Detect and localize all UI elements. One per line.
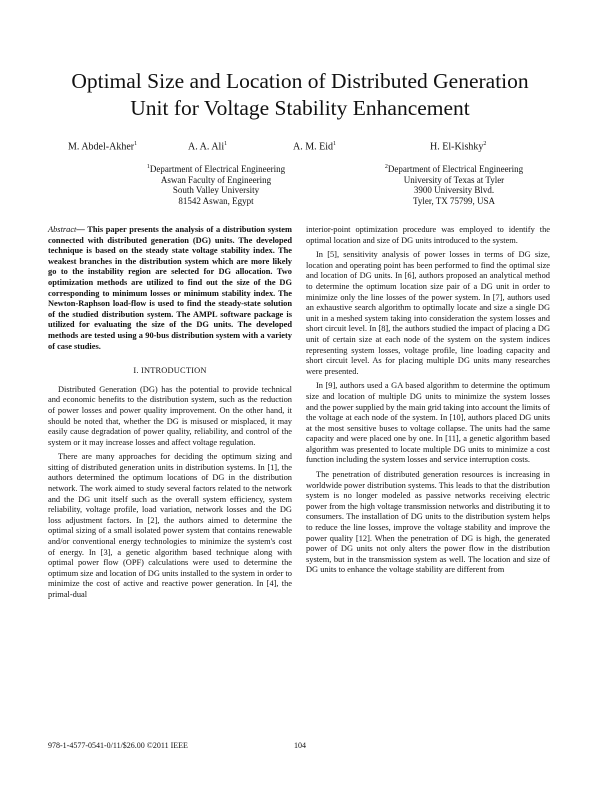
affiliation-mark: 2 (384, 164, 388, 170)
right-column (306, 225, 550, 580)
author-mark: 1 (333, 141, 336, 147)
title-line-1: Optimal Size and Location of Distributed Generation (71, 69, 529, 93)
left-column (48, 225, 292, 605)
body-paragraph: In [5], sensitivity analysis of power losses in terms of DG size, location and operating point has been performed to find the optimal size and location of DG units. In [6], authors proposed an analytical method to determine the optimum location size pair of a DG unit in order to minimize only the line losses of the power system. In [7], authors used an exhaustive search algorithm to optimally locate and size a single DG unit in a meshed system taking into consideration the system losses and short circuit level. In [8], the authors studied the impact of placing a DG unit of certain size at each node of the system on the system indices representing system losses, voltage profile, line loading capacity and short circuit level. As for placing multiple DG units many researches were presented. (306, 250, 550, 376)
body-paragraph: The penetration of distributed generation resources is increasing in worldwide power distribution systems. This leads to that the distribution system is no longer modeled as passive networks receiving electric power from the high voltage transmission networks and distributing it to consumers. The installation of DG units to the distribution system helps to reduce the line losses, improve the voltage stability and improve the power quality [12]. When the penetration of DG is high, the generated power of DG units not only alters the power flow in the distribution system, but in the transmission system as well. The location and size of DG units to enhance the voltage stability are different from (306, 470, 550, 575)
body-paragraph: There are many approaches for deciding the optimum sizing and sitting of distributed generation units in distribution systems. In [1], the authors determined the optimum locations of DG in the distribution network. The work aimed to study several factors related to the network and the DG unit itself such as the overall system efficiency, system reliability, voltage profile, load variation, network losses and the DG loss adjustment factors. In [2], the authors aimed to determine the optimal sizing of a small isolated power system that contains renewable and/or conventional energy technologies to minimize the system's cost of energy. In [3], a genetic algorithm based technique along with optimal power flow (OPF) calculations were used to determine the optimum size and location of DG units installed to the system in order to minimize the cost of active and reactive power generation. In [4], the primal-dual (48, 452, 292, 599)
affiliation-line: 81542 Aswan, Egypt (178, 195, 254, 206)
author-1 (68, 141, 137, 152)
page-number: 104 (294, 741, 306, 750)
author-3 (293, 141, 336, 152)
author-mark: 1 (224, 141, 228, 147)
body-paragraph: In [9], authors used a GA based algorithm to determine the optimum size and location of multiple DG units to minimize the system losses and the power supplied by the main grid taking into account the limits of the voltage at each node of the system. In [10], authors placed DG units at the most sensitive buses to voltage collapse. The units had the same capacity and were placed one by one. In [11], a genetic algorithm based algorithm was presented to locate multiple DG units to minimize a cost function including the system losses and service interruption costs. (306, 381, 550, 465)
body-paragraph: Distributed Generation (DG) has the potential to provide technical and economic benefits to the distribution system, such as the reduction of power losses and power quality improvement. On the other hand, it should be noted that, whether the DG is misused or misplaced, it may easily cause degradation of power quality, reliability, and control of the system or it may increase losses and affect voltage regulation. (48, 384, 292, 447)
affiliation-line: South Valley University (172, 185, 260, 196)
title-line-2: Unit for Voltage Stability Enhancement (130, 96, 470, 120)
footer-copyright: 978-1-4577-0541-0/11/$26.00 ©2011 IEEE (48, 741, 188, 750)
body-paragraph: interior-point optimization procedure was employed to identify the optimal location and size of DG units introduced to the system. (306, 225, 550, 245)
author-2 (188, 141, 227, 152)
affiliation-1 (134, 162, 298, 206)
author-name: A. M. Eid (293, 141, 333, 153)
author-mark: 2 (483, 141, 487, 147)
affiliation-mark: 1 (146, 164, 150, 170)
abstract (48, 225, 292, 352)
affiliation-line: Tyler, TX 75799, USA (412, 195, 496, 206)
affiliation-2 (372, 162, 536, 206)
author-name: M. Abdel-Akher (68, 141, 135, 153)
author-4 (430, 141, 486, 152)
author-mark: 1 (134, 141, 138, 147)
section-heading-introduction: I. INTRODUCTION (133, 366, 207, 376)
affiliation-line: Aswan Faculty of Engineering (160, 174, 272, 185)
paper-title (20, 68, 580, 122)
author-name: A. A. Ali (188, 141, 225, 153)
affiliation-line: Department of Electrical Engineering (149, 164, 286, 174)
affiliation-line: University of Texas at Tyler (403, 174, 505, 185)
abstract-text: — This paper presents the analysis of a distribution system connected with distributed generation (DG) units. The developed technique is based on the steady state voltage stability index. The weakest branches in the distribution system which are more likely go to the instability region are selected for DG allocation. Two optimization methods are utilized to find out the size of the DG corresponding to minimum losses or minimum stability index. The Newton-Raphson load-flow is used to find the steady-state solution of the studied distribution system. The AMPL software package is utilized for evaluating the size of the DG units. The developed methods are tested using a 90-bus distribution system with a variety of case studies. (48, 225, 292, 351)
author-name: H. El-Kishky (430, 141, 484, 153)
abstract-label: Abstract (48, 225, 77, 234)
affiliation-line: Department of Electrical Engineering (387, 164, 524, 174)
affiliation-line: 3900 University Blvd. (413, 185, 495, 196)
